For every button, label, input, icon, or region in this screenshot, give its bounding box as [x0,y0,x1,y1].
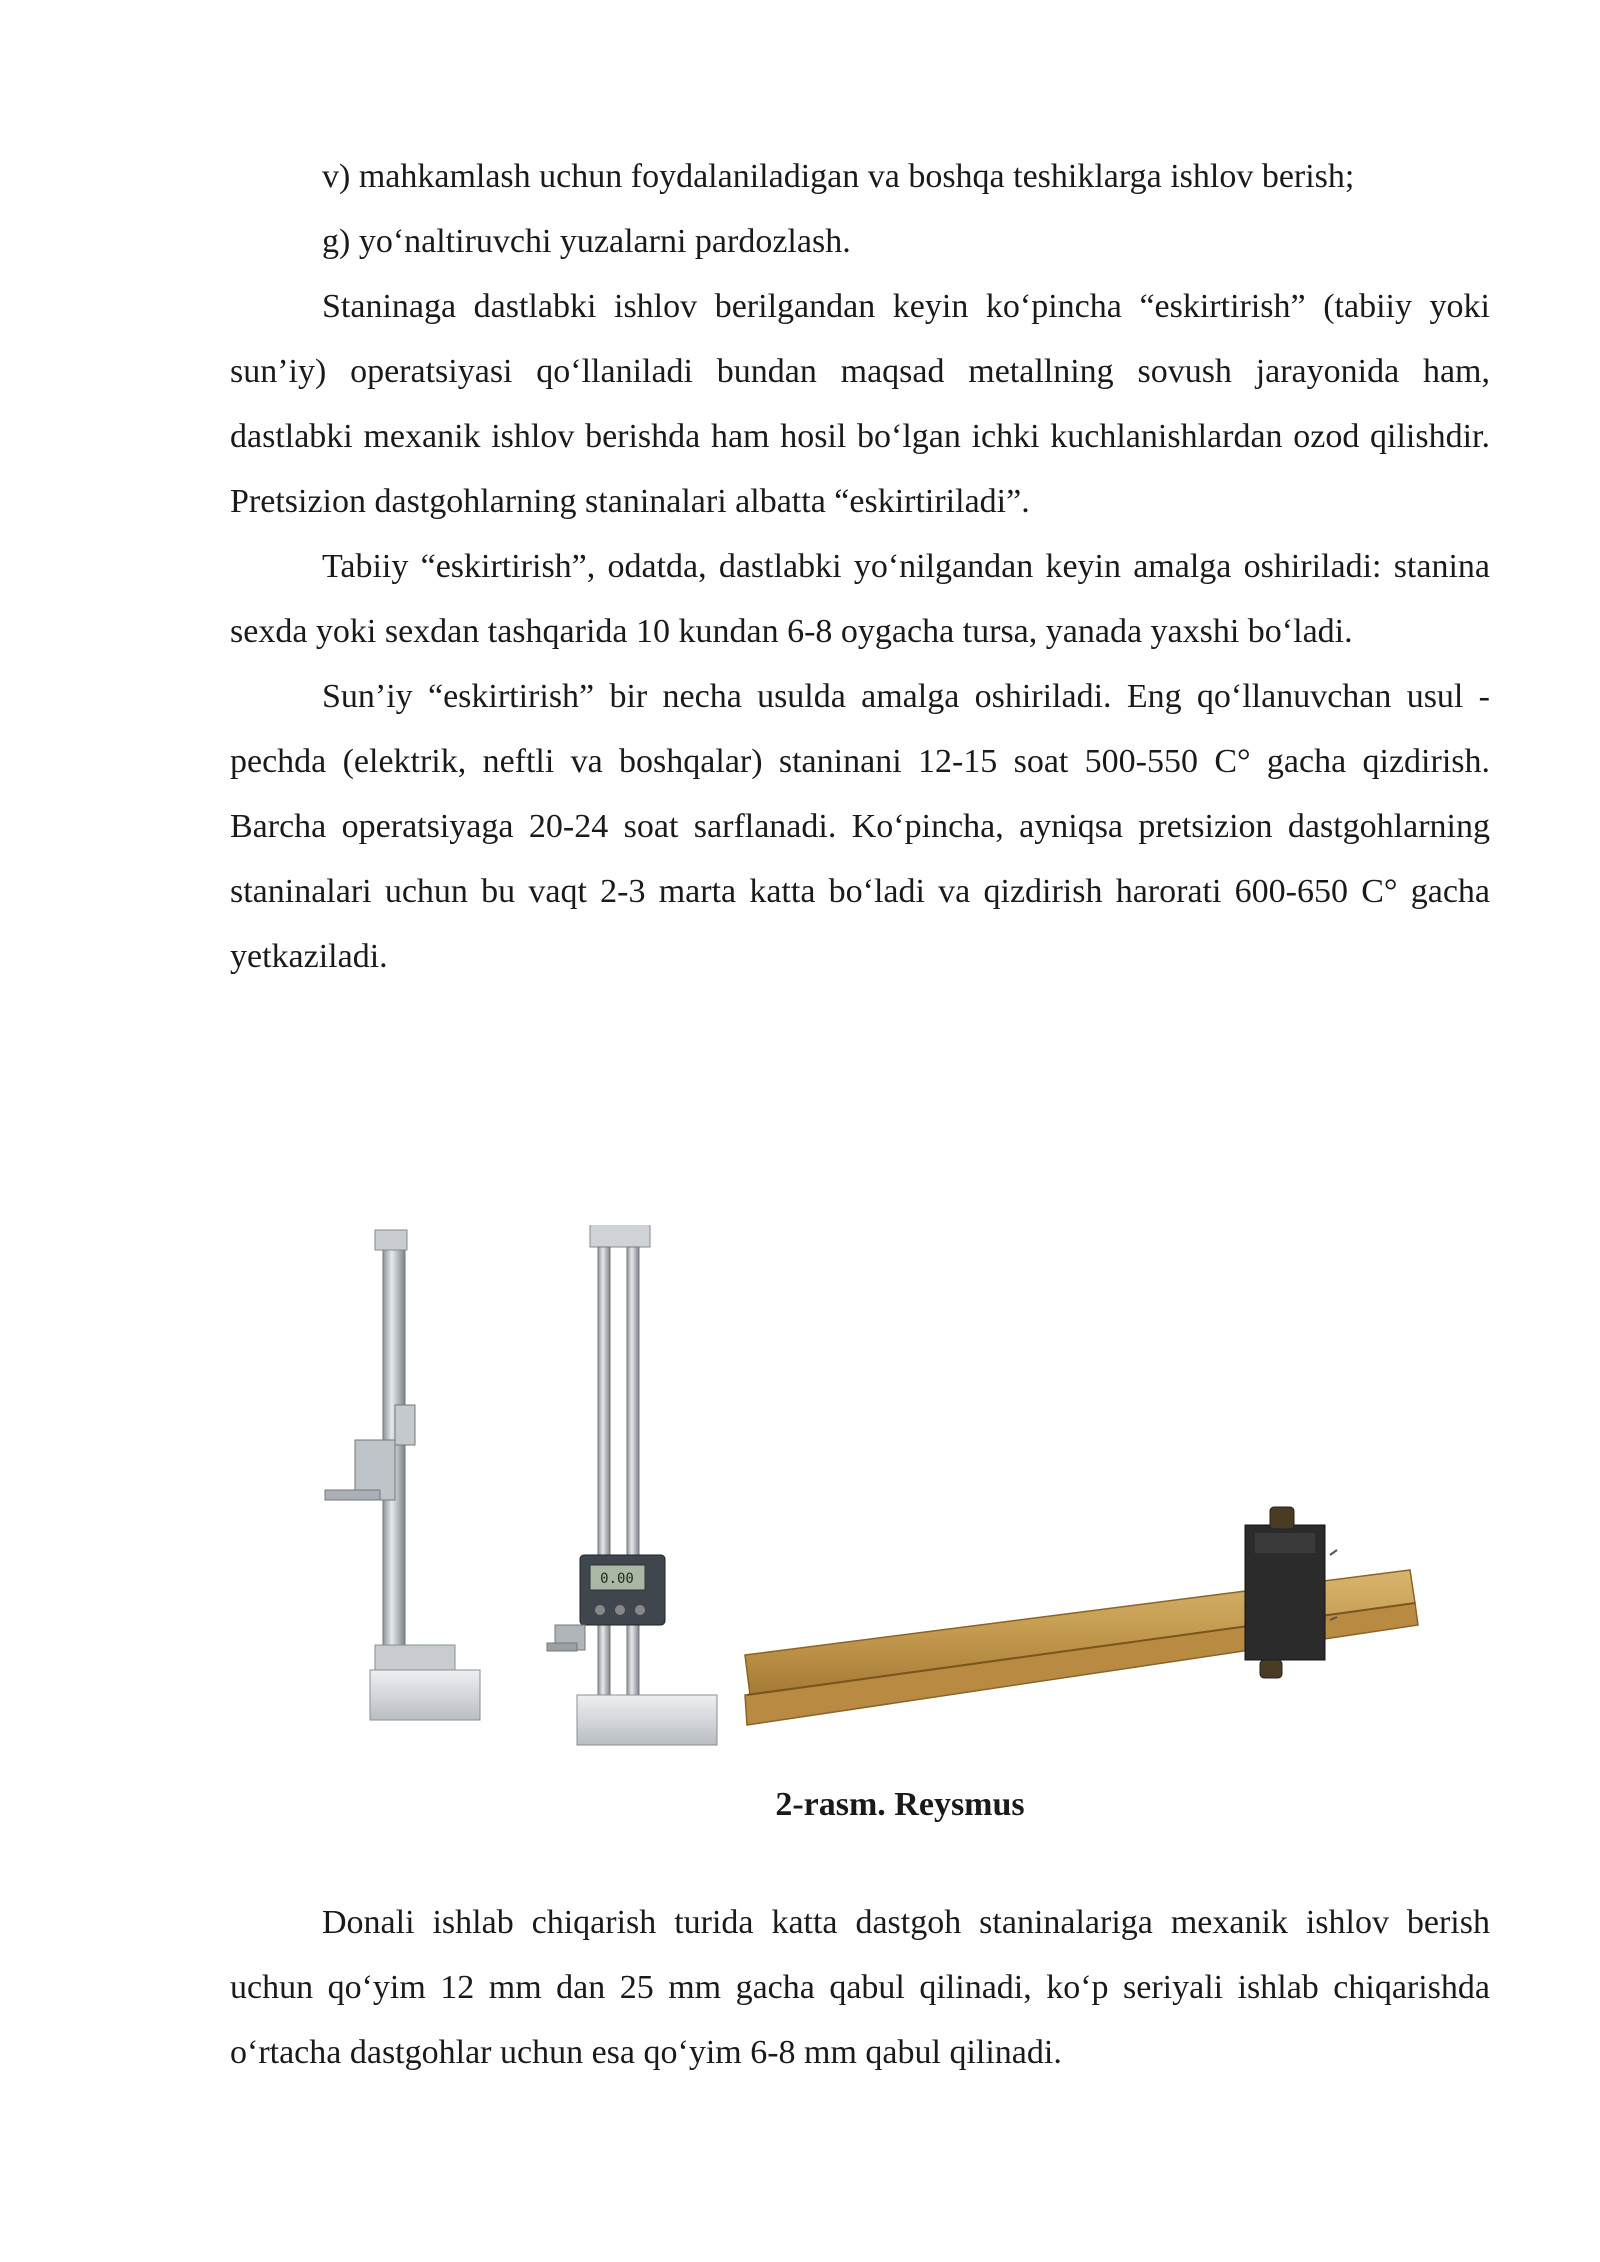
gauge-display-readout: 0.00 [600,1571,634,1587]
paragraph-g-item: g) yo‘naltiruvchi yuzalarni pardozlash. [322,223,851,260]
reysmus-illustration [315,1225,1435,1785]
vernier-height-gauge [325,1230,480,1720]
figure-caption: 2-rasm. Reysmus [775,1786,1025,1823]
paragraph-artificial-aging: Sun’iy “eskirtirish” bir necha usulda amalga oshiriladi. Eng qo‘llanuvchan usul - pechda (elektrik, neftli va boshqalar) staninani 12-15 soat 500-550 C° gacha qizdirish. Barcha operatsiyaga 20-24 soat sarflanadi. Ko‘pincha, ayniqsa pretsizion dastgohlarning staninalari uchun bu vaqt 2-3 marta katta bo‘ladi va qizdirish harorati 600-650 C° gacha yetkaziladi. [230,678,1490,975]
figure-reysmus [315,1225,1435,1785]
paragraph-aging-intro: Staninaga dastlabki ishlov berilgandan keyin ko‘pincha “eskirtirish” (tabiiy yoki sun’iy) operatsiyasi qo‘llaniladi bundan maqsad metallning sovush jarayonida ham, dastlabki mexanik ishlov berishda ham hosil bo‘lgan ichki kuchlanishlardan ozod qilishdir. Pretsizion dastgohlarning staninalari albatta “eskirtiriladi”. [230,288,1490,520]
wooden-marking-gauge [745,1507,1418,1725]
body-text-bottom [230,1890,1490,2085]
paragraph-v-item: v) mahkamlash uchun foydalaniladigan va boshqa teshiklarga ishlov berish; [322,158,1355,195]
paragraph-allowance: Donali ishlab chiqarish turida katta dastgoh staninalariga mexanik ishlov berish uchun qo‘yim 12 mm dan 25 mm gacha qabul qilinadi, ko‘p seriyali ishlab chiqarishda o‘rtacha dastgohlar uchun esa qo‘yim 6-8 mm qabul qilinadi. [230,1904,1490,2071]
paragraph-natural-aging: Tabiiy “eskirtirish”, odatda, dastlabki yo‘nilgandan keyin amalga oshiriladi: stanina sexda yoki sexdan tashqarida 10 kundan 6-8 oygacha tursa, yanada yaxshi bo‘ladi. [230,548,1490,650]
body-text-top [230,144,1490,989]
digital-height-gauge [547,1225,717,1745]
